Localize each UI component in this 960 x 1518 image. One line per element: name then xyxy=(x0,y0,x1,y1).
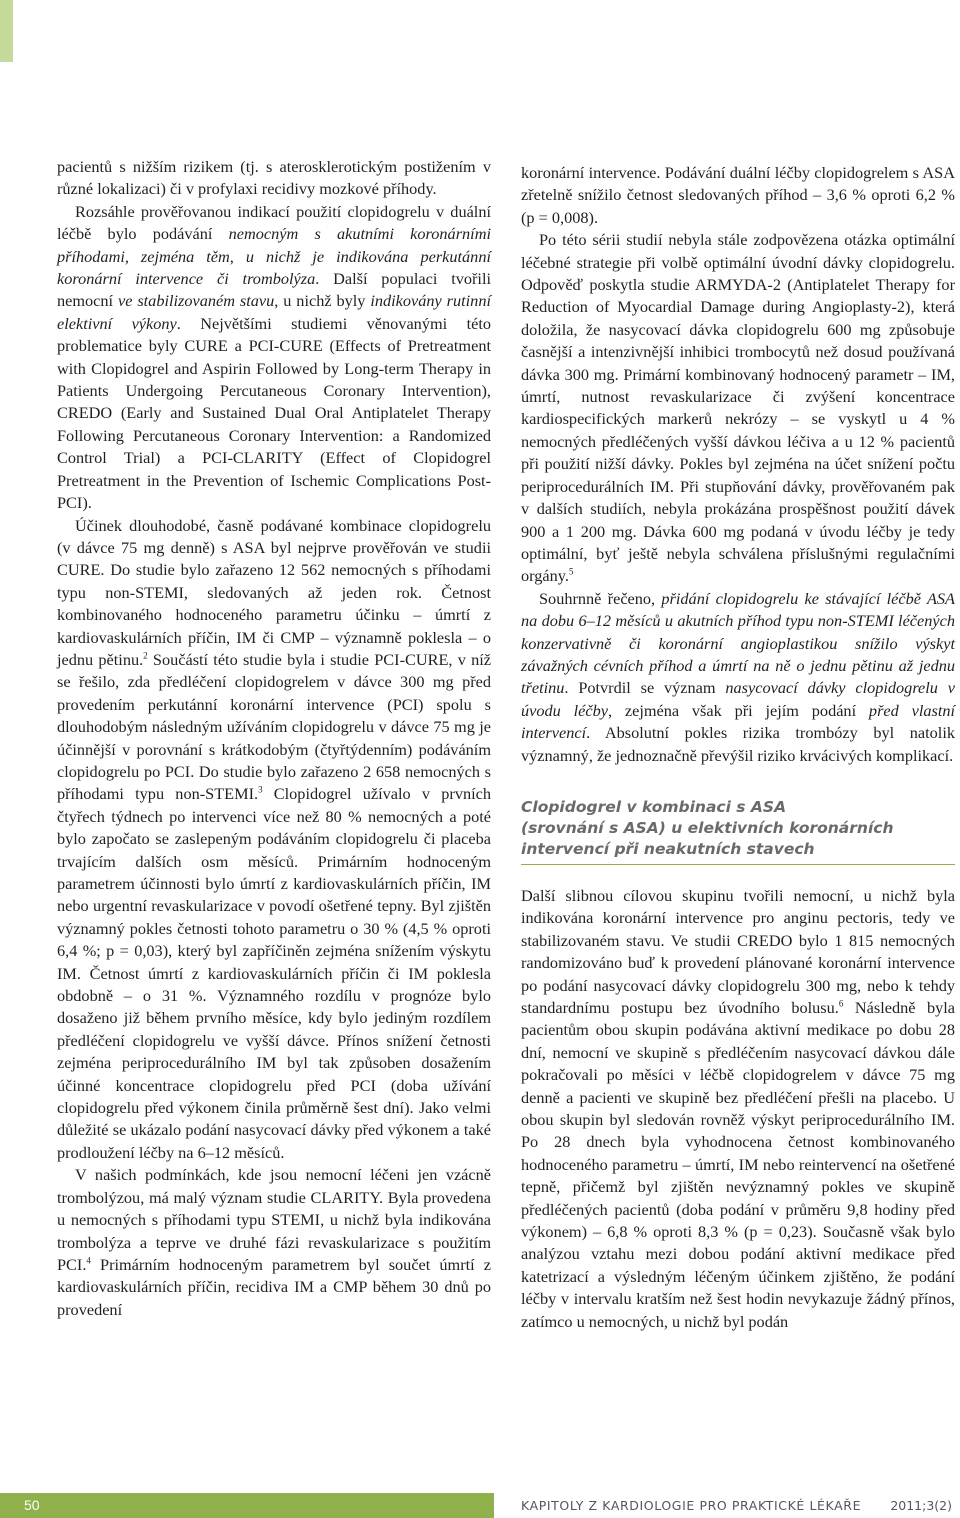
text-run: . Absolutní pokles rizika trombózy byl natolik významný, že jednoznačně převýšil riziko krvácivých komplikací. xyxy=(521,723,955,765)
section-heading xyxy=(521,797,955,865)
footer-band xyxy=(0,1493,494,1518)
page-number: 50 xyxy=(24,1497,40,1513)
text-run: Účinek dlouhodobé, časně podávané kombinace clopidogrelu (v dávce 75 mg denně) s ASA byl nejprve prověřován ve studii CURE. Do studie bylo zařazeno 12 562 nemocných s příhodami typu non-STEMI, sledovaných až jeden rok. Četnost kombinovaného hodnoceného parametru účinku – úmrtí z kardiovaskulárních příčin, IM či CMP – významně poklesla – o jednu pětinu. xyxy=(57,515,491,669)
spacer xyxy=(521,869,955,885)
italic-text: indikovány rutinní elektivní výkony xyxy=(57,291,491,333)
paragraph xyxy=(521,885,955,1333)
text-run: Primárním hodnoceným parametrem byl součet úmrtí z kardiovaskulárních příčin, recidiva IM a CMP během 30 dnů po provedení xyxy=(57,1254,491,1319)
reference-number: 5 xyxy=(568,566,574,577)
heading-line: Clopidogrel v kombinaci s ASA xyxy=(521,797,787,816)
paragraph xyxy=(57,1164,491,1321)
text-run: . Potvrdil se význam xyxy=(564,678,726,698)
heading-line: (srovnání s ASA) u elektivních koronárních xyxy=(521,818,894,837)
text-run: Rozsáhle prověřovanou indikací použití clopidogrelu v duální léčbě bylo podávání xyxy=(57,201,491,244)
text-run: Souhrnně řečeno, xyxy=(539,588,662,608)
journal-title: KAPITOLY Z KARDIOLOGIE PRO PRAKTICKÉ LÉKAŘE xyxy=(521,1498,862,1513)
text-run: Clopidogrel užívalo v prvních čtyřech týdnech po intervenci více než 80 % nemocných a poté bylo započato se zaslepeným podáváním clopidogrelu či placeba trvajícím dalších osm měsíců. Primárním hodnoceným parametrem účinnosti bylo úmrtí z kardiovaskulárních příčin, IM nebo urgentní revaskularizace v povodí ošetřené tepny. Byl zjištěn významný pokles četnosti tohoto parametru o 30 % (4,5 % oproti 6,4 %; p = 0,03), který byl zapříčiněn zejména snížením výskytu IM. Četnost úmrtí z kardiovaskulárních příčin či IM poklesla obdobně – o 31 %. Významného rozdílu v prognóze bylo dosaženo již během prvního měsíce, kdy bylo jediným rozdílem předléčení clopidogrelu ve vyšší dávce. Přínos snížení četnosti zejména periprocedurálního IM byl tak způsoben dosažením účinné koncentrace clopidogrelu před PCI (doba užívání clopidogrelu před výkonem činila průměrně šest dní). Jako velmi důležité se ukázalo podání nasycovací dávky před výkonem a také prodloužení léčby na 6–12 měsíců. xyxy=(57,784,492,1162)
heading-line: intervencí při neakutních stavech xyxy=(521,839,815,858)
text-run: , u nichž byly xyxy=(274,291,371,311)
text-run: koronární intervence. Podávání duální léčby clopidogrelem s ASA zřetelně snížilo četnost sledovaných příhod – 3,6 % oproti 6,2 % (p = 0,008). xyxy=(521,163,955,227)
text-run: . Největšími studiemi věnovanými této problematice byly CURE a PCI-CURE (Effects of Pretreatment with Clopidogrel and Aspirin Followed by Long-term Therapy in Patients Undergoing Percutaneous Coronary Intervention), CREDO (Early and Sustained Dual Oral Antiplatelet Therapy Following Percutaneous Coronary Intervention: a Randomized Control Trial) a PCI-CLARITY (Effect of Clopidogrel Pretreatment in the Prevention of Ischemic Complications Post-PCI). xyxy=(57,313,491,513)
text-run: , zejména však při jejím podání xyxy=(607,700,869,720)
text-run: pacientů s nižším rizikem (tj. s aterosklerotickým postižením v různé lokalizaci) či v profylaxi recidivy mozkové příhody. xyxy=(57,157,491,199)
paragraph xyxy=(521,229,955,588)
italic-text: nasycovací dávky clopidogrelu v úvodu léčby xyxy=(521,678,955,720)
left-column xyxy=(57,156,491,1321)
paragraph xyxy=(57,515,491,1165)
italic-text: nemocným s akutními koronárními příhodami, zejména těm, u nichž je indikována perkutánní koronární intervence či trombolýza xyxy=(57,224,491,289)
reference-number: 6 xyxy=(838,998,844,1009)
text-run: Součástí této studie byla i studie PCI-CURE, v níž se řešilo, zda předléčení clopidogrelem v dávce 300 mg před provedením perkutánní koronární intervence (PCI) spolu s dlouhodobým následným užíváním clopidogrelu v dávce 75 mg je účinnější v porovnání s krátkodobým (čtyřtýdenním) podáváním clopidogrelu po PCI. Do studie bylo zařazeno 2 658 nemocných s příhodami typu non-STEMI. xyxy=(57,649,491,804)
paragraph xyxy=(521,162,955,229)
text-run: Následně byla pacientům obou skupin podávána aktivní medikace po dobu 28 dní, nemocní ve skupině s předléčením nasycovací dávkou dále pokračovali po měsíci v léčbě clopidogrelem v dávce 75 mg denně a pacienti ve skupině bez předléčení přešli na placebo. U obou skupin byl sledován rovněž výskyt periprocedurálního IM. Po 28 dnech byla vyhodnocena četnost kombinovaného hodnoceného parametru – úmrtí, IM nebo reintervencí na ošetřené tepně, přičemž byl zjištěn nevýznamný pokles ve skupině předléčených pacientů (doba podání v průměru 9,8 hodiny před výkonem) – 6,8 % oproti 8,3 % (p = 0,23). Současně však bylo analýzou vztahu mezi dobou podání aktivní medikace před katetrizací a výsledným léčeným účinkem zjištěno, že podání léčby v intervalu kratším než šest hodin nevykazuje žádný přínos, zatímco u nemocných, u nichž byl podán xyxy=(521,998,956,1331)
reference-number: 4 xyxy=(86,1255,91,1266)
corner-accent-bar xyxy=(0,0,13,62)
text-run: Po této sérii studií nebyla stále zodpovězena otázka optimální léčebné strategie při volbě optimální úvodní dávky clopidogrelu. Odpověď poskytla studie ARMYDA-2 (Antiplatelet Therapy for Reduction of Myocardial Damage during Angioplasty-2), která doložila, že nasycovací dávka clopidogrelu 600 mg způsobuje časnější a intenzivnější inhibici trombocytů než dosud používaná dávka 300 mg. Primární kombinovaný hodnocený parametr – IM, úmrtí, nutnost revaskularizace či zvýšení koncentrace kardiospecifických markerů nekrózy – se vyskytl u 4 % nemocných předléčených vyšší dávkou léčiva a u 12 % pacientů při použití nižší dávky. Pokles byl zejména na účet snížení počtu periprocedurálních IM. Při stupňování dávky, prověřovaném pak v dalších studiích, nebyla prokázána prospěšnost použití dávek 900 a 1 200 mg. Dávka 600 mg podaná v úvodu léčby je tedy optimální, byť ještě nebyla schválena příslušnými regulačními orgány. xyxy=(521,230,955,586)
text-run: Další slibnou cílovou skupinu tvořili nemocní, u nichž byla indikována koronární intervence pro anginu pectoris, tedy ve stabilizovaném stavu. Ve studii CREDO bylo 1 815 nemocných randomizováno buď k provedení plánované koronární intervence po podání nasycovací dávky clopidogrelu 300 mg, nebo k tehdy standardnímu postupu bez úvodního bolusu. xyxy=(521,885,955,1017)
italic-text: přidání clopidogrelu ke stávající léčbě ASA na dobu 6–12 měsíců u akutních příhod typu non-STEMI léčených konzervativně či koronární angioplastikou snížilo výskyt závažných cévních příhod a úmrtí na ně o jednu pětinu až jednu třetinu xyxy=(521,588,956,698)
paragraph xyxy=(57,201,491,515)
paragraph xyxy=(57,156,491,201)
reference-number: 3 xyxy=(258,784,263,795)
right-column xyxy=(521,162,955,1333)
reference-number: 2 xyxy=(143,650,148,661)
text-run: V našich podmínkách, kde jsou nemocní léčeni jen vzácně trombolýzou, má malý význam studie CLARITY. Byla provedena u nemocných s příhodami typu STEMI, u nichž byla indikována trombolýza a teprve ve druhé fázi revaskularizace s použitím PCI. xyxy=(57,1165,491,1274)
journal-issue: 2011;3(2) xyxy=(890,1498,952,1513)
paragraph xyxy=(521,588,955,767)
italic-text: ve stabilizovaném stavu xyxy=(117,291,275,311)
italic-text: před vlastní intervencí xyxy=(521,700,956,743)
page-footer xyxy=(0,1493,960,1518)
text-run: . Další populaci tvořili nemocní xyxy=(57,269,491,311)
